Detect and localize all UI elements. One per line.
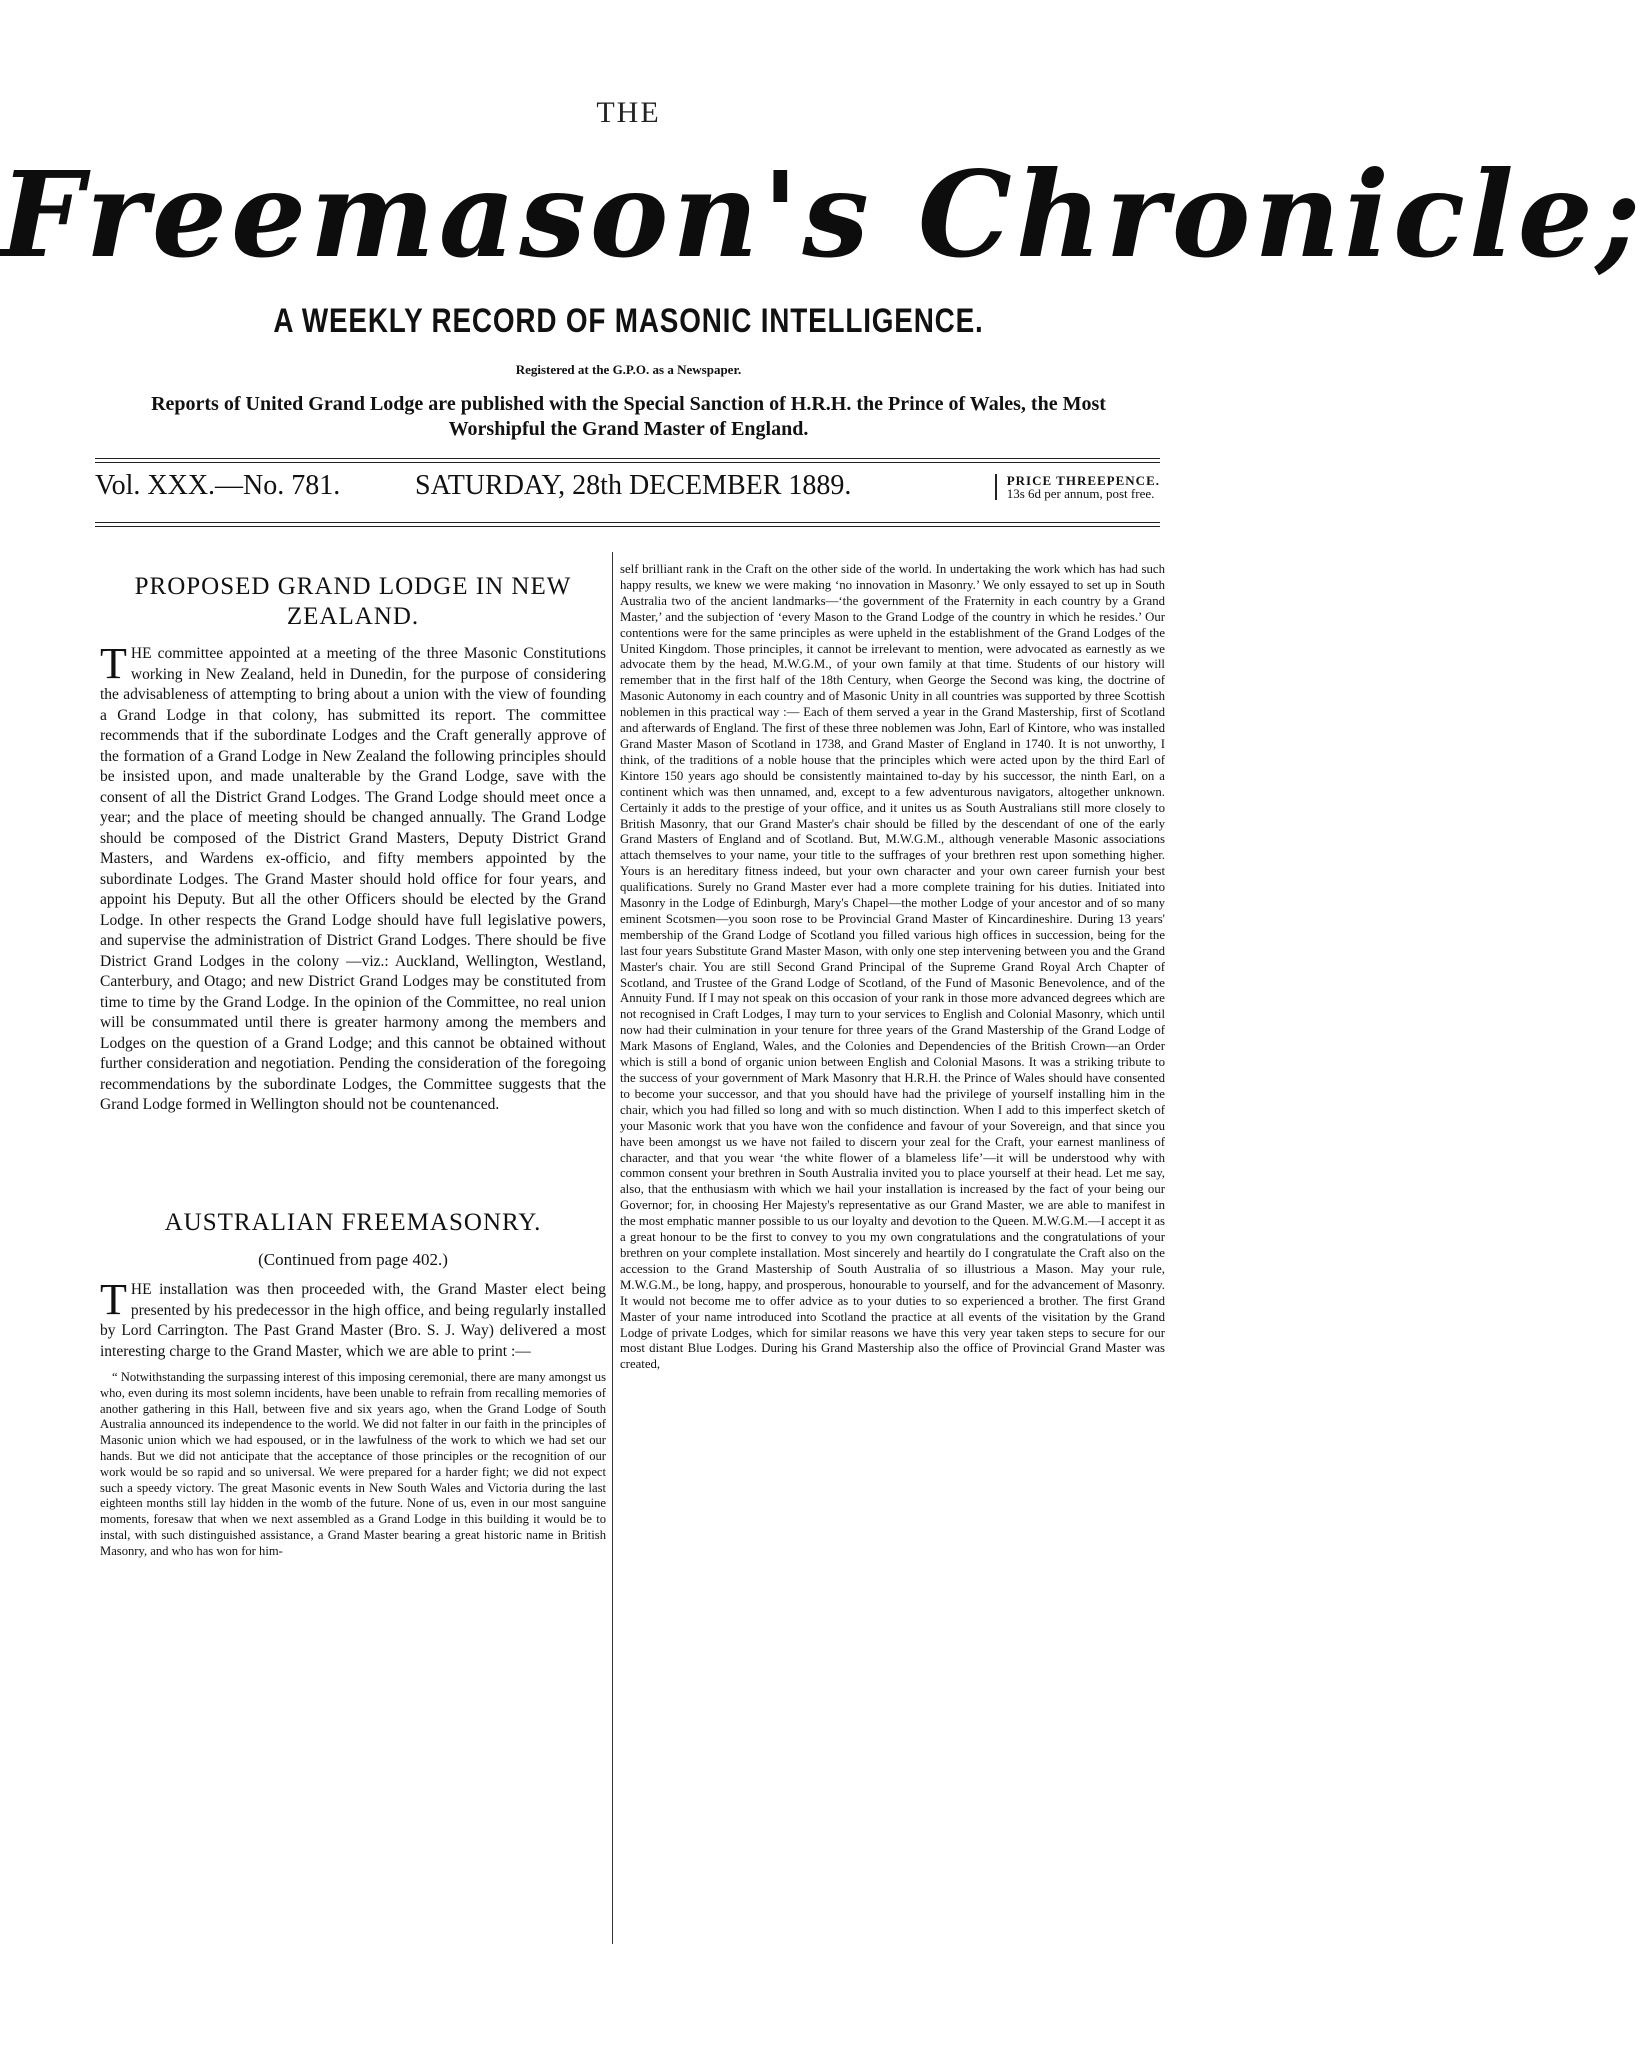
column-divider: [612, 552, 613, 1944]
article-heading-new-zealand: PROPOSED GRAND LODGE IN NEW ZEALAND.: [134, 573, 572, 630]
subscription: 13s 6d per annum, post free.: [1006, 486, 1155, 501]
article-heading-australian: AUSTRALIAN FREEMASONRY.: [164, 1208, 542, 1236]
continued-note: (Continued from page 402.): [258, 1249, 448, 1269]
left-column: [100, 562, 606, 1560]
right-column: [620, 562, 1165, 1373]
header-rule-bottom: [95, 522, 1160, 523]
price: PRICE THREEPENCE.: [1006, 473, 1160, 488]
masthead-title: Freemason's Chronicle;: [0, 145, 1644, 284]
registered-note: Registered at the G.P.O. as a Newspaper.: [515, 362, 742, 377]
sanction-note: Reports of United Grand Lodge are published with the Special Sanction of H.R.H. the Prince of Wales, the Most Worshipful the Grand Master of England.: [151, 393, 1106, 440]
article-body-australian-continued: self brilliant rank in the Craft on the other side of the world. In undertaking the work which has had such happy results, we knew we were making ‘no innovation in Masonry.’ We only essayed to set up in South Australia two of the ancient landmarks—‘the government of the Fraternity in each country by a Grand Master,’ and the subjection of ‘every Mason to the Grand Lodge of the country in which he resides.’ Our contentions were for the same principles as were upheld in the establishment of the Grand Lodges of the United Kingdom. Those principles, it cannot be irrelevant to mention, were advocated as earnestly as we advocate them by the head, M.W.G.M., of your own family at that time. Students of our history will remember that in the first half of the 18th Century, when George the Second was king, the doctrine of Masonic Autonomy in each country and of Masonic Unity in all countries was supported by three Scottish noblemen in this practical way :— Each of them served a year in the Grand Mastership, first of Scotland and afterwards of England. The first of these three noblemen was John, Earl of Kintore, who was installed Grand Master Mason of Scotland in 1738, and Grand Master of England in 1740. It is not unworthy, I think, of the traditions of a noble house that the principles which were acted upon by the third Earl of Kintore 150 years ago should be consistently maintained to-day by his successor, the ninth Earl, on a continent which was then unnamed, and, except to a few adventurous navigators, altogether unknown. Certainly it adds to the prestige of your office, and it unites us as South Australians still more closely to British Masonry, that our Grand Master's chair should be filled by the descendant of one of the early Grand Masters of England and of Scotland. But, M.W.G.M., although venerable Masonic associations attach themselves to your name, your title to the suffrages of your brethren rest upon something higher. Yours is an hereditary fitness indeed, but your own character and your own career furnish your best qualifications. Surely no Grand Master ever had a more complete training for his duties. Initiated into Masonry in the Lodge of Edinburgh, Mary's Chapel—the mother Lodge of your ancestor and of so many eminent Scotsmen—you soon rose to be Provincial Grand Master of Kincardineshire. During 13 years' membership of the Grand Lodge of Scotland you filled various high offices in succession, being for the last four years Substitute Grand Master Mason, with only one step intervening between you and the Grand Master's chair. You are still Second Grand Principal of the Supreme Grand Royal Arch Chapter of Scotland, and Trustee of the Grand Lodge of Scotland, of the Fund of Masonic Benevolence, and of the Annuity Fund. If I may not speak on this occasion of your rank in those more advanced degrees which are not recognised in Craft Lodges, I may turn to your services to English and Colonial Masonry, which until now had their culmination in your tenure for three years of the Grand Mastership of the Grand Lodge of Mark Masons of England, Wales, and the Colonies and Dependencies of the British Crown—an Order which is still a bond of organic union between English and Colonial Masons. It was a striking tribute to the success of your government of Mark Masonry that H.R.H. the Prince of Wales should have consented to become your successor, and that you should have had the privilege of yourself installing him in the chair, which you had filled so long and with so much distinction. When I add to this imperfect sketch of your Masonic work that you have won the confidence and favour of your Sovereign, and that since you have been amongst us we have not failed to discern your zeal for the Craft, your earnest manliness of character, and that you wear ‘the white flower of a blameless life’—it will be understood why with common consent your brethren in South Australia invited you to place yourself at their head. Let me say, also, that the enthusiasm with which we hail your installation is increased by the fact of your being our Governor; for, in choosing Her Majesty's representative as our Grand Master, we are able to manifest in the most emphatic manner possible to us our loyalty and devotion to the Queen. M.W.G.M.—I accept it as a great honour to be the first to convey to you my own congratulations and the congratulations of your brethren on your complete installation. Most sincerely and heartily do I congratulate the Craft also on the accession to the Grand Mastership of South Australia of so illustrious a Mason. May your rule, M.W.G.M., be long, happy, and prosperous, honourable to yourself, and for the advancement of Masonry. It would not become me to offer advice as to your duties to so experienced a brother. The first Grand Master of your name introduced into Scotland the practice at all events of the visitation by the Grand Lodge of private Lodges, which for similar reasons we have this very year taken steps to secure for our most distant Blue Lodges. During his Grand Mastership also the office of Provincial Grand Master was created,: [620, 562, 1165, 1372]
header-rule-bottom-2: [95, 526, 1160, 527]
masthead-the: THE: [596, 96, 661, 129]
article-body-australian: THE installation was then proceeded with, the Grand Master elect being presented by his predecessor in the high office, and being regularly installed by Lord Carrington. The Past Grand Master (Bro. S. J. Way) delivered a most interesting charge to the Grand Master, which we are able to print :—: [100, 1275, 606, 1360]
volume-number: Vol. XXX.—No. 781.: [95, 470, 341, 501]
price-box: [995, 474, 1160, 500]
issue-line: [95, 470, 1160, 510]
article-body-new-zealand: THE committee appointed at a meeting of the three Masonic Constitutions working in New Zealand, held in Dunedin, for the purpose of considering the advisableness of attempting to bring about a union with the view of founding a Grand Lodge in that colony, has submitted its report. The committee recommends that if the subordinate Lodges and the Craft generally approve of the formation of a Grand Lodge in New Zealand the following principles should be insisted upon, and made unalterable by the Grand Lodge, save with the consent of all the District Grand Lodges. The Grand Lodge should meet once a year; and the place of meeting should be changed annually. The Grand Lodge should be composed of the District Grand Masters, Deputy District Grand Masters, and Wardens ex-officio, and fifty members appointed by the subordinate Lodges. The Grand Master should hold office for four years, and appoint his Deputy. But all the other Officers should be elected by the Grand Lodge. In other respects the Grand Lodge should have full legislative powers, and supervise the administration of District Grand Lodges. There should be five District Grand Lodges in the colony —viz.: Auckland, Wellington, Westland, Canterbury, and Otago; and new District Grand Lodges may be constituted from time to time by the Grand Lodge. In the opinion of the Committee, no real union will be consummated until there is greater harmony among the members and Lodges on the question of a Grand Lodge; and this cannot be obtained without further consideration and negotiation. Pending the consideration of the foregoing recommendations by the subordinate Lodges, the Committee suggests that the Grand Lodge formed in Wellington should not be countenanced.: [100, 639, 606, 1113]
issue-date: SATURDAY, 28th DECEMBER 1889.: [415, 470, 852, 501]
header-rule-top: [95, 458, 1160, 459]
article-quote-australian: “ Notwithstanding the surpassing interest of this imposing ceremonial, there are many amongst us who, even during its most solemn incidents, have been unable to refrain from recalling memories of another gathering in this Hall, between five and six years ago, when the Grand Lodge of South Australia announced its independence to the world. We did not falter in our faith in the principles of Masonic union which we had espoused, or in the lawfulness of the work to which we had set our hands. But we did not anticipate that the acceptance of those principles or the recognition of our work would be so rapid and so universal. We were prepared for a harder fight; we did not expect such a speedy victory. The great Masonic events in New South Wales and Victoria during the last eighteen months still lay hidden in the womb of the future. None of us, even in our most sanguine moments, foresaw that when we next assembled as a Grand Lodge in this building it would be to instal, with such distinguished assistance, a Grand Master bearing a great historic name in British Masonry, and who has won for him-: [100, 1370, 606, 1558]
header-rule-top-2: [95, 462, 1160, 463]
masthead-subtitle: A WEEKLY RECORD OF MASONIC INTELLIGENCE.: [273, 302, 984, 340]
